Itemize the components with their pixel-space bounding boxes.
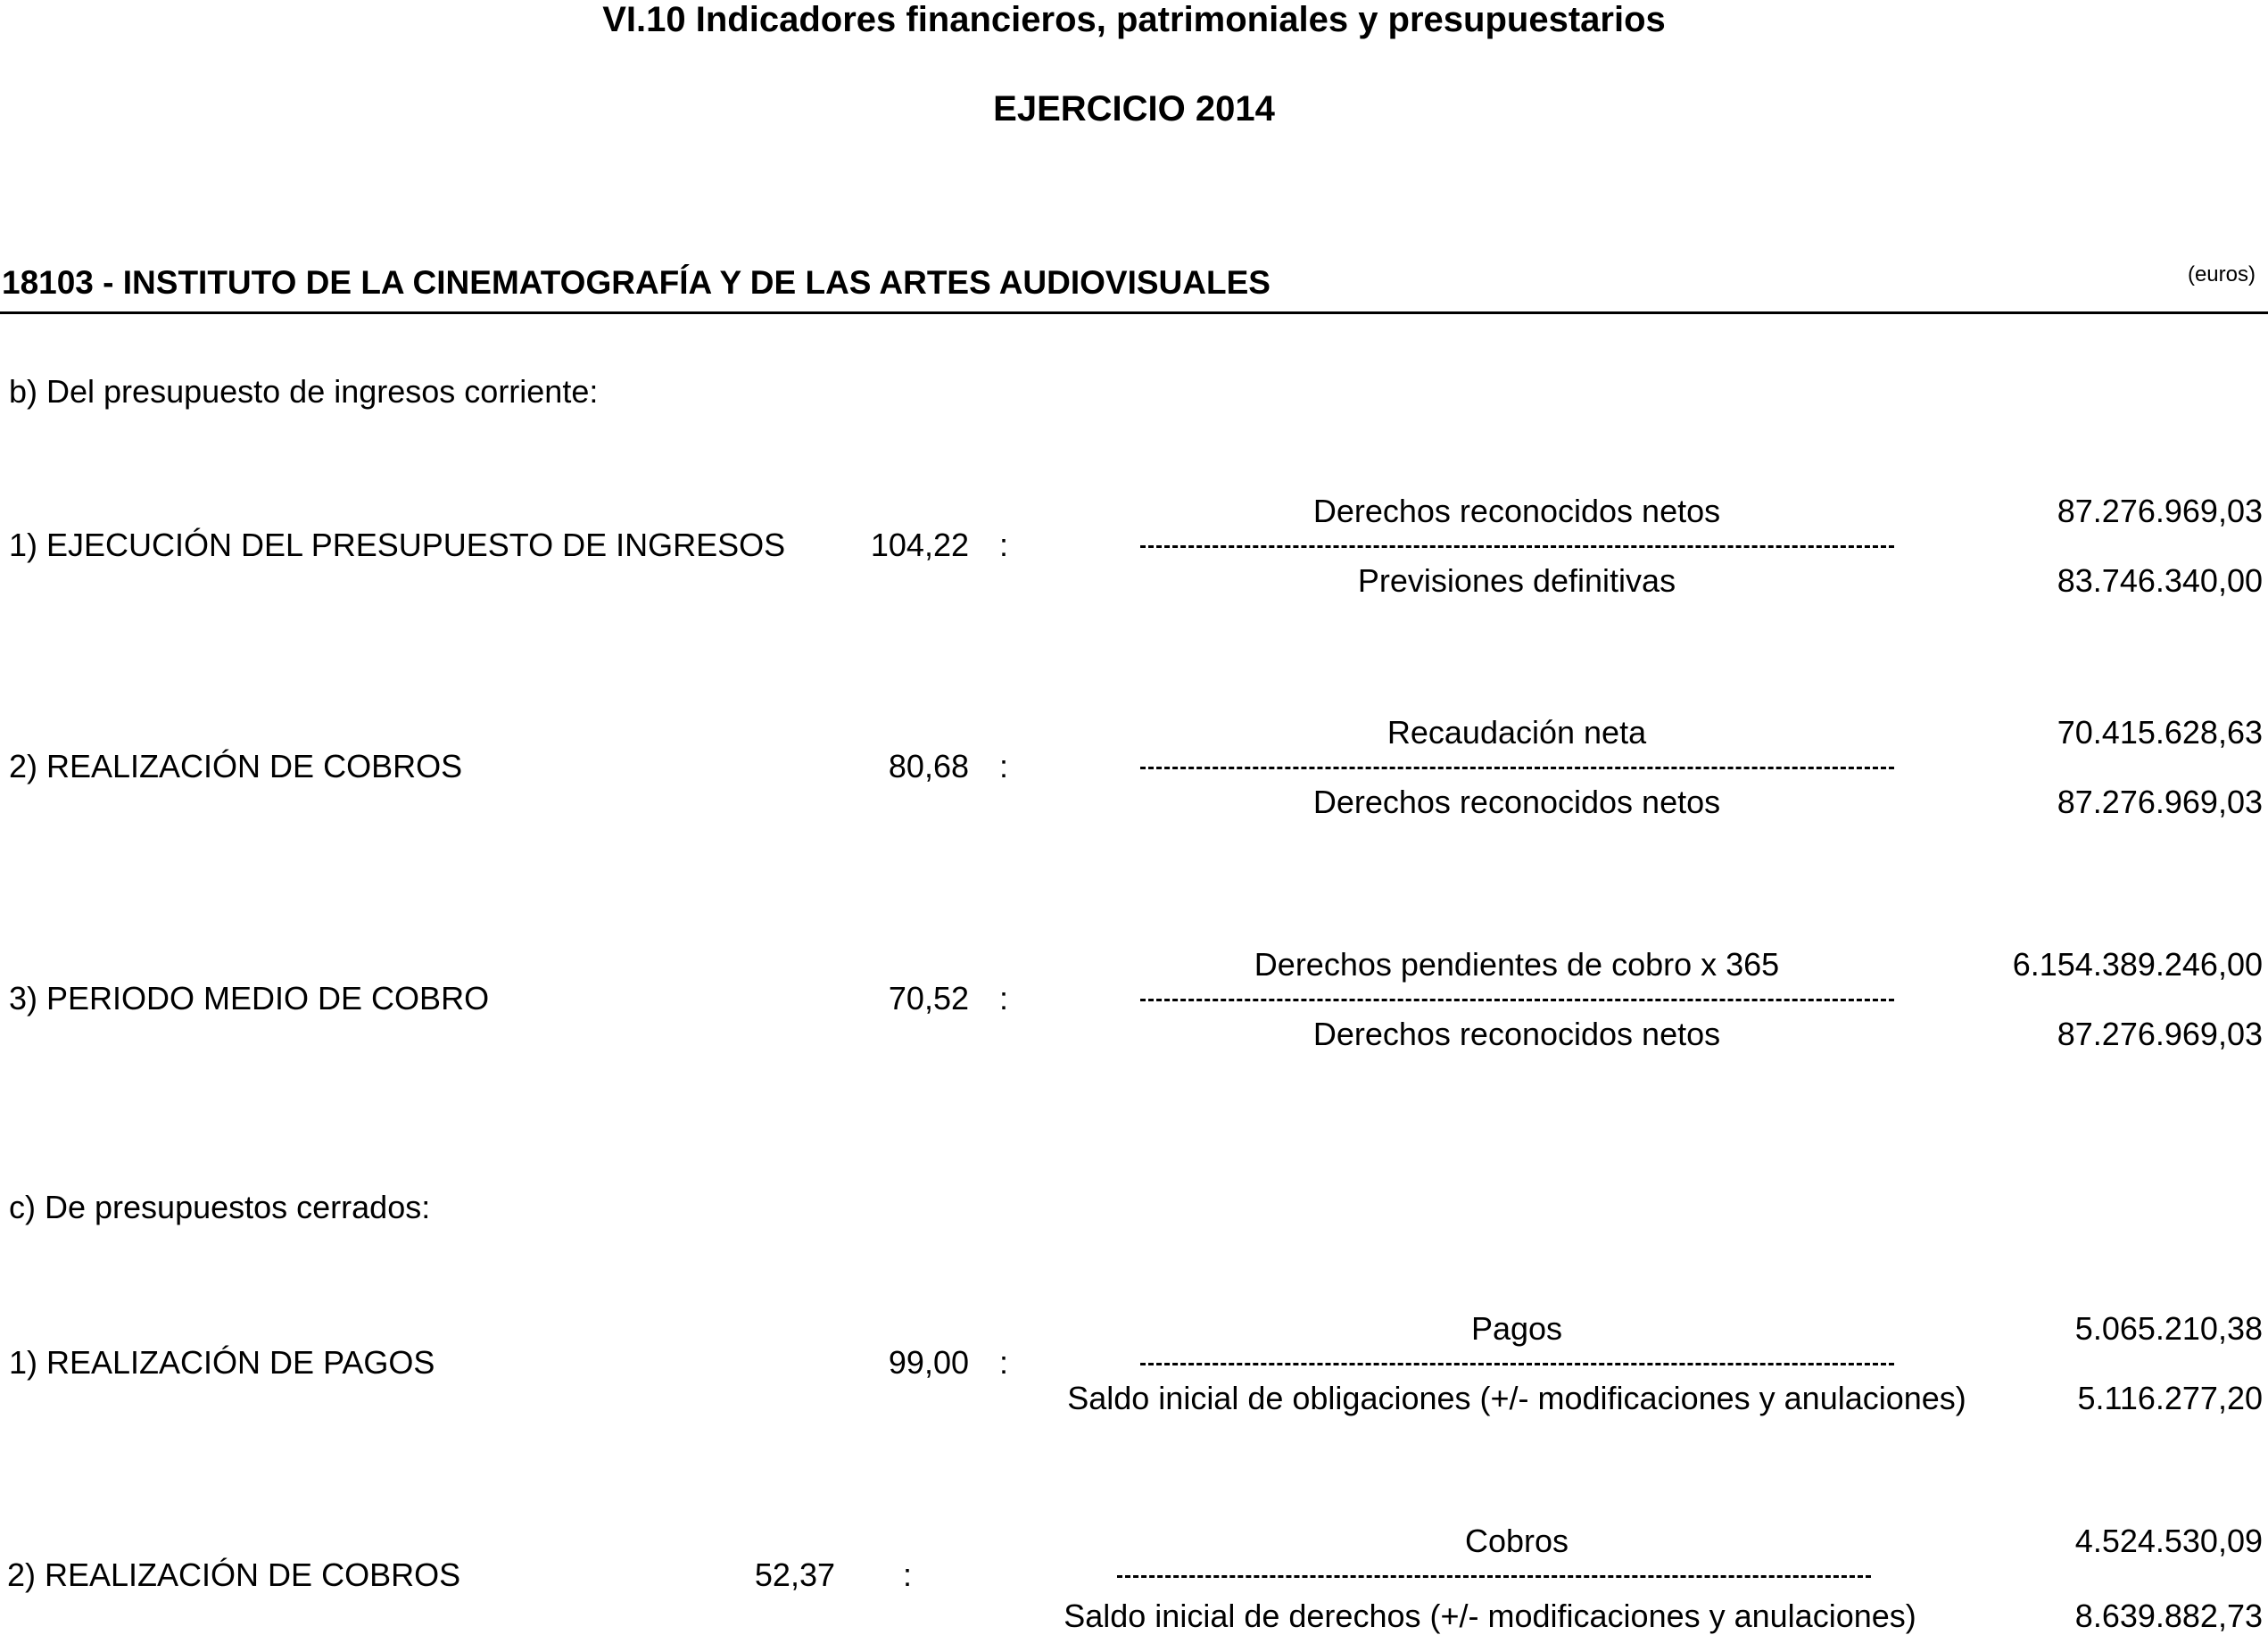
section-heading-current-income: b) Del presupuesto de ingresos corriente: (9, 373, 599, 410)
indicator-value: 80,68 (888, 748, 969, 784)
denominator-label: Derechos reconocidos netos (1312, 784, 1721, 820)
denominator-label: Previsiones definitivas (1357, 562, 1676, 599)
indicator-colon: : (999, 980, 1009, 1017)
numerator-amount: 70.415.628,63 (2057, 714, 2263, 751)
numerator-amount: 6.154.389.246,00 (2012, 946, 2263, 983)
denominator-amount: 87.276.969,03 (2057, 784, 2263, 820)
indicator-label: 1) REALIZACIÓN DE PAGOS (9, 1344, 435, 1381)
fraction-line (1140, 767, 1894, 769)
denominator-label: Derechos reconocidos netos (1312, 1016, 1721, 1052)
numerator-label: Recaudación neta (1386, 714, 1647, 751)
indicator-value: 52,37 (754, 1556, 835, 1593)
indicator-label: 3) PERIODO MEDIO DE COBRO (9, 980, 490, 1017)
indicator-colon: : (999, 1344, 1009, 1381)
indicator-colon: : (999, 527, 1009, 563)
fraction-line (1140, 999, 1894, 1001)
report-title: VI.10 Indicadores financieros, patrimoniales y presupuestarios (602, 0, 1666, 39)
header-rule (0, 311, 2268, 314)
denominator-label: Saldo inicial de derechos (+/- modificaciones y anulaciones) (1064, 1598, 1916, 1634)
numerator-label: Derechos reconocidos netos (1312, 493, 1721, 529)
entity-name: 18103 - INSTITUTO DE LA CINEMATOGRAFÍA Y DE LAS ARTES AUDIOVISUALES (2, 264, 1271, 301)
indicator-label: 1) EJECUCIÓN DEL PRESUPUESTO DE INGRESOS (9, 527, 786, 563)
denominator-amount: 5.116.277,20 (2077, 1380, 2263, 1416)
fiscal-year: EJERCICIO 2014 (993, 89, 1275, 129)
numerator-amount: 87.276.969,03 (2057, 493, 2263, 529)
fraction-line (1117, 1575, 1871, 1578)
denominator-amount: 87.276.969,03 (2057, 1016, 2263, 1052)
numerator-label: Derechos pendientes de cobro x 365 (1254, 946, 1780, 983)
fraction-line (1140, 1363, 1894, 1365)
fraction-line (1140, 545, 1894, 548)
numerator-label: Pagos (1470, 1310, 1563, 1347)
indicator-colon: : (999, 748, 1009, 784)
indicator-value: 99,00 (888, 1344, 969, 1381)
numerator-label: Cobros (1464, 1523, 1569, 1559)
numerator-amount: 4.524.530,09 (2074, 1523, 2263, 1559)
denominator-amount: 8.639.882,73 (2074, 1598, 2263, 1634)
indicator-label: 2) REALIZACIÓN DE COBROS (9, 748, 463, 784)
units-label: (euros) (2187, 262, 2256, 286)
denominator-amount: 83.746.340,00 (2057, 562, 2263, 599)
indicator-value: 70,52 (888, 980, 969, 1017)
denominator-label: Saldo inicial de obligaciones (+/- modificaciones y anulaciones) (1067, 1380, 1966, 1416)
section-heading-closed-budgets: c) De presupuestos cerrados: (9, 1189, 431, 1225)
indicator-label: 2) REALIZACIÓN DE COBROS (7, 1556, 461, 1593)
indicator-colon: : (903, 1556, 913, 1593)
numerator-amount: 5.065.210,38 (2074, 1310, 2263, 1347)
indicator-value: 104,22 (870, 527, 969, 563)
